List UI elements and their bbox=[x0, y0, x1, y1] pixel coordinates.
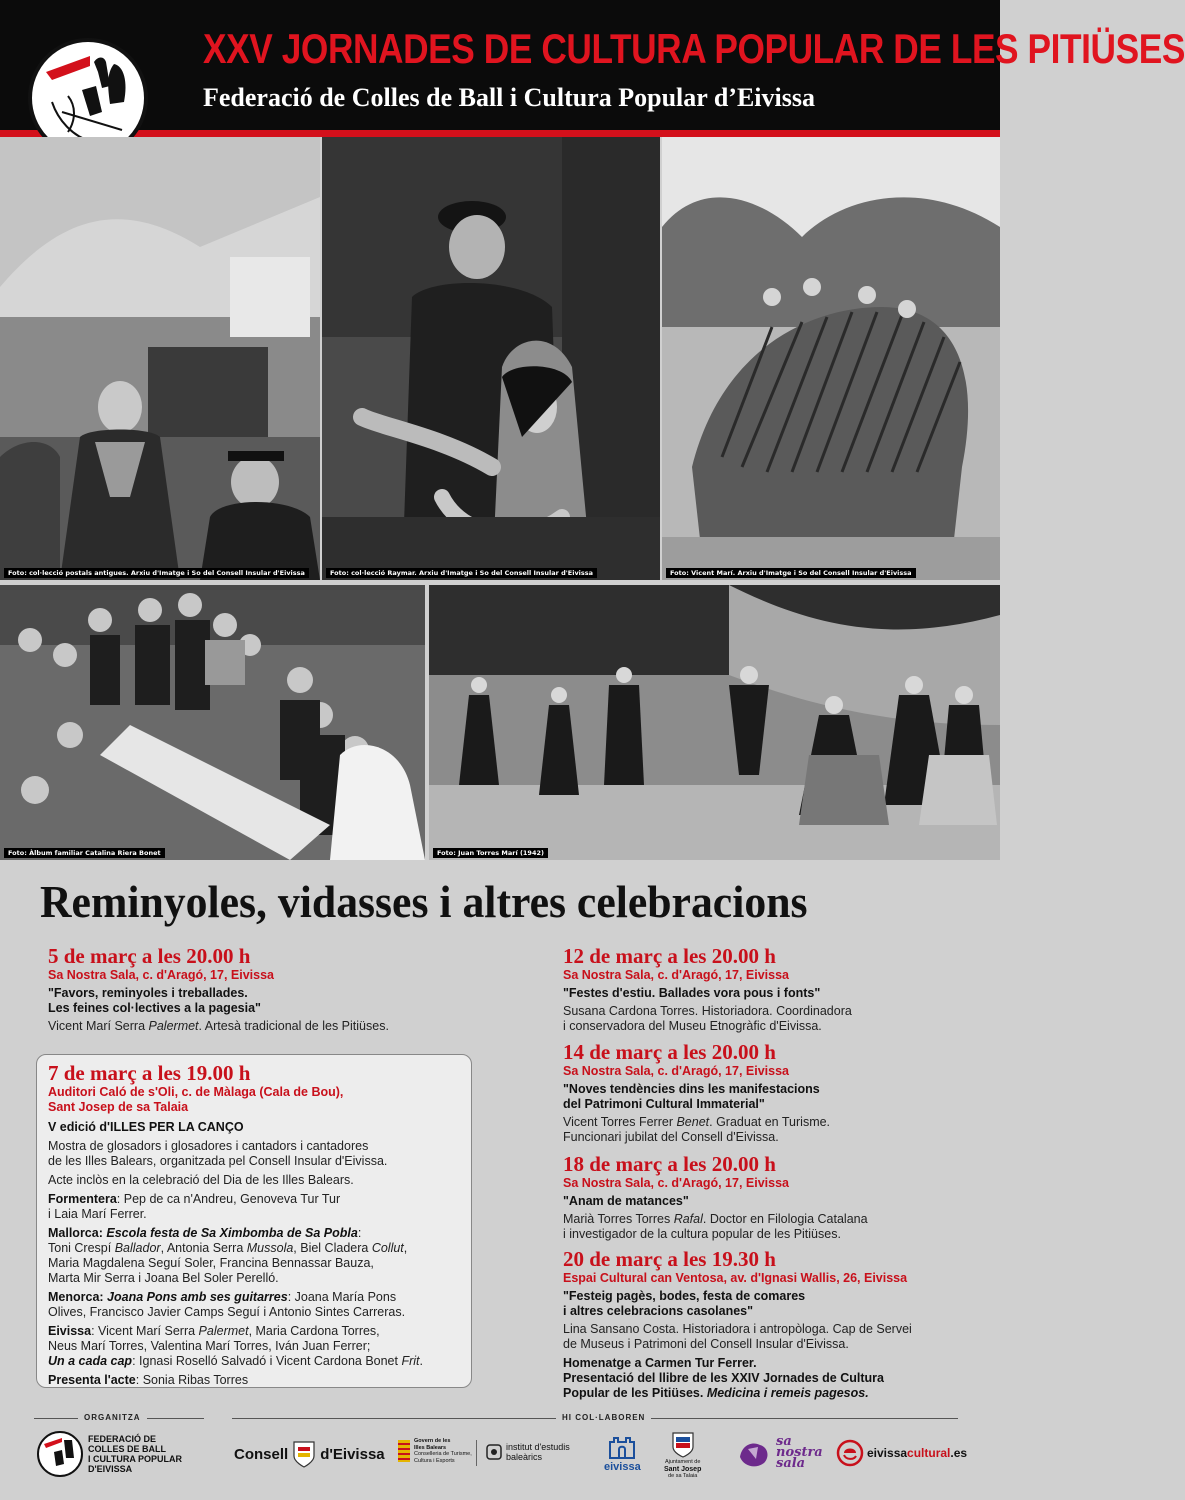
castle-icon bbox=[608, 1434, 636, 1460]
event-talk-title bbox=[48, 986, 478, 1016]
speaker-nickname: Palermet bbox=[148, 1019, 199, 1033]
speaker-nickname: Benet bbox=[676, 1115, 710, 1129]
speaker-name: Vicent Marí Serra bbox=[48, 1019, 149, 1033]
event-speaker-line: i investigador de la cultura popular de les Pitiüses. bbox=[563, 1227, 841, 1241]
event-talk-title: "Anam de matances" bbox=[563, 1194, 689, 1208]
event-venue: Sa Nostra Sala, c. d'Aragó, 17, Eivissa bbox=[563, 968, 789, 982]
page-title: XXV JORNADES DE CULTURA POPULAR DE LES PITIÜSES bbox=[203, 25, 1185, 72]
coat-of-arms-icon bbox=[292, 1440, 316, 1468]
speaker-nickname: Rafal bbox=[673, 1212, 703, 1226]
eivissa-participants: Eivissa: Vicent Marí Serra Palermet, Maria Cardona Torres, bbox=[48, 1324, 380, 1338]
group-name: Escola festa de Sa Ximbomba de Sa Pobla bbox=[106, 1226, 358, 1240]
event-march-20 bbox=[563, 1248, 988, 1401]
event-speaker-line: de Museus i Patrimoni del Consell Insular d'Eivissa. bbox=[563, 1337, 849, 1351]
formentera-participants bbox=[48, 1192, 461, 1207]
event-speaker: Vicent Torres Ferrer Benet. Graduat en Turisme. bbox=[563, 1115, 831, 1129]
federacio-emblem-icon bbox=[36, 1430, 84, 1478]
event-speaker: Susana Cardona Torres. Historiadora. Coordinadora bbox=[563, 1004, 852, 1018]
venue-line: Auditori Caló de s'Oli, c. de Màlaga (Cala de Bou), bbox=[48, 1085, 344, 1099]
footer-federacio-logo bbox=[36, 1430, 182, 1478]
section-heading: Reminyoles, vidasses i altres celebracions bbox=[40, 876, 808, 927]
eivissacultural-text: eivissacultural.es bbox=[867, 1446, 968, 1460]
event-march-5 bbox=[48, 945, 478, 1034]
event-edition: V edició d'ILLES PER LA CANÇO bbox=[48, 1120, 244, 1134]
footer-consell-logo bbox=[234, 1440, 385, 1468]
homage: Homenatge a Carmen Tur Ferrer. bbox=[563, 1356, 757, 1370]
island-label: Menorca bbox=[48, 1290, 100, 1304]
photo-wedding-feast bbox=[0, 585, 425, 860]
event-description-line: Mostra de glosadors i glosadores i cantadors i cantadores bbox=[48, 1139, 369, 1153]
island-label: Eivissa bbox=[48, 1324, 92, 1338]
photo-couple-village bbox=[0, 137, 320, 580]
footer-eivissacultural-logo bbox=[837, 1440, 967, 1466]
sant-josep-text: Ajuntament de Sant Josep de sa Talaia bbox=[664, 1459, 702, 1479]
event-venue bbox=[48, 1085, 461, 1115]
photo-credit: Foto: Juan Torres Marí (1942) bbox=[433, 848, 548, 858]
organitza-label: ORGANITZA bbox=[78, 1413, 147, 1422]
participants-line: Un a cada cap: Ignasi Roselló Salvadó i Vicent Cardona Bonet Frit. bbox=[48, 1354, 424, 1368]
govern-flag-icon bbox=[398, 1440, 410, 1462]
event-talk-title: "Festes d'estiu. Ballades vora pous i fonts" bbox=[563, 986, 821, 1000]
presenter-name: : Sonia Ribas Torres bbox=[135, 1373, 249, 1387]
header-red-stripe bbox=[0, 130, 1000, 137]
event-speaker bbox=[48, 1019, 478, 1034]
event-speaker: Marià Torres Torres Rafal. Doctor en Filologia Catalana bbox=[563, 1212, 868, 1226]
footer-govern-logo bbox=[398, 1438, 472, 1464]
participants-line: Olives, Francisco Javier Camps Seguí i Antonio Sintes Carreras. bbox=[48, 1305, 406, 1319]
participants-line: Toni Crespí Ballador, Antonia Serra Mussola, Biel Cladera Collut, bbox=[48, 1241, 408, 1255]
speaker-description: . Artesà tradicional de les Pitiüses. bbox=[198, 1019, 389, 1033]
photo-outdoor-dance bbox=[429, 585, 1000, 860]
photo-credit: Foto: col·lecció postals antigues. Arxiu d'Imatge i So del Consell Insular d'Eivissa bbox=[4, 568, 309, 578]
participants-line: Neus Marí Torres, Valentina Marí Torres, Iván Juan Ferrer; bbox=[48, 1339, 371, 1353]
participants-line: Marta Mir Serra i Joana Bel Soler Perelló. bbox=[48, 1271, 279, 1285]
footer-eivissa-logo bbox=[604, 1434, 641, 1473]
mallorca-participants: Mallorca: Escola festa de Sa Ximbomba de Sa Pobla: bbox=[48, 1226, 362, 1240]
institut-icon bbox=[486, 1444, 502, 1460]
event-description-line: de les Illes Balears, organitzada pel Consell Insular d'Eivissa. bbox=[48, 1154, 388, 1168]
book-title: Medicina i remeis pagesos. bbox=[706, 1386, 869, 1400]
institut-text: institut d'estudis baleàrics bbox=[506, 1442, 570, 1462]
presenter-label: Presenta l'acte bbox=[48, 1373, 136, 1387]
photo-credit: Foto: Vicent Marí. Arxiu d'Imatge i So del Consell Insular d'Eivissa bbox=[666, 568, 916, 578]
collaboren-label: HI COL·LABOREN bbox=[556, 1413, 651, 1422]
sant-josep-shield-icon bbox=[672, 1432, 694, 1458]
sa-nostra-sala-emblem-icon bbox=[738, 1437, 772, 1469]
photo-credit: Foto: col·lecció Raymar. Arxiu d'Imatge i So del Consell Insular d'Eivissa bbox=[326, 568, 597, 578]
book-presentation: Presentació del llibre de les XXIV Jornades de Cultura bbox=[563, 1371, 884, 1385]
group-name: Un a cada cap bbox=[48, 1354, 133, 1368]
participants-text: : Pep de ca n'Andreu, Genoveva Tur Tur bbox=[116, 1192, 341, 1206]
talk-line: Les feines col·lectives a la pagesia" bbox=[48, 1001, 261, 1015]
menorca-participants: Menorca: Joana Pons amb ses guitarres: Joana María Pons bbox=[48, 1290, 397, 1304]
presenter bbox=[48, 1373, 461, 1388]
island-label: Mallorca bbox=[48, 1226, 99, 1240]
event-date: 18 de març a les 20.00 h bbox=[563, 1152, 776, 1176]
event-date: 7 de març a les 19.00 h bbox=[48, 1061, 251, 1085]
consell-text: d'Eivissa bbox=[320, 1445, 385, 1463]
book-presentation-line: Popular de les Pitiüses. Medicina i remeis pagesos. bbox=[563, 1386, 869, 1400]
event-date: 14 de març a les 20.00 h bbox=[563, 1040, 776, 1064]
event-venue: Sa Nostra Sala, c. d'Aragó, 17, Eivissa bbox=[48, 968, 274, 982]
talk-line: "Favors, reminyoles i treballades. bbox=[48, 986, 248, 1000]
event-speaker: Lina Sansano Costa. Historiadora i antropòloga. Cap de Servei bbox=[563, 1322, 912, 1336]
event-venue: Espai Cultural can Ventosa, av. d'Ignasi Wallis, 26, Eivissa bbox=[563, 1271, 908, 1285]
photo-couple-sausage bbox=[322, 137, 660, 580]
govern-text: Govern de les Illes Balears Conselleria de Turisme, Cultura i Esports bbox=[414, 1438, 472, 1464]
event-march-12 bbox=[563, 945, 983, 1034]
participants-line: Maria Magdalena Seguí Soler, Francina Bennassar Bauza, bbox=[48, 1256, 374, 1270]
event-date: 20 de març a les 19.30 h bbox=[563, 1247, 776, 1271]
event-march-14 bbox=[563, 1041, 983, 1145]
event-venue: Sa Nostra Sala, c. d'Aragó, 17, Eivissa bbox=[563, 1064, 789, 1078]
event-speaker-line: Funcionari jubilat del Consell d'Eivissa. bbox=[563, 1130, 779, 1144]
footer-sa-nostra-sala-logo bbox=[738, 1436, 823, 1469]
event-march-7-box bbox=[36, 1054, 472, 1388]
footer-institut-logo bbox=[486, 1442, 570, 1462]
event-march-18 bbox=[563, 1153, 983, 1242]
event-talk-title: "Festeig pagès, bodes, festa de comares i altres celebracions casolanes" bbox=[563, 1289, 806, 1318]
federacio-text: FEDERACIÓ DE COLLES DE BALL I CULTURA POPULAR D'EIVISSA bbox=[88, 1434, 182, 1474]
page-subtitle: Federació de Colles de Ball i Cultura Popular d’Eivissa bbox=[203, 83, 815, 112]
footer-separator bbox=[476, 1440, 477, 1466]
eivissa-text: eivissa bbox=[604, 1461, 641, 1473]
event-speaker-line: i conservadora del Museu Etnogràfic d'Eivissa. bbox=[563, 1019, 822, 1033]
photo-credit: Foto: Àlbum familiar Catalina Riera Bonet bbox=[4, 848, 165, 858]
event-venue: Sa Nostra Sala, c. d'Aragó, 17, Eivissa bbox=[563, 1176, 789, 1190]
island-label: Formentera bbox=[48, 1192, 117, 1206]
consell-text: Consell bbox=[234, 1445, 289, 1463]
event-date: 5 de març a les 20.00 h bbox=[48, 944, 251, 968]
event-talk-title: "Noves tendències dins les manifestacions del Patrimoni Cultural Immaterial" bbox=[563, 1082, 820, 1111]
event-description-line: Acte inclòs en la celebració del Dia de les Illes Balears. bbox=[48, 1173, 354, 1187]
participants-line: i Laia Marí Ferrer. bbox=[48, 1207, 147, 1221]
event-date: 12 de març a les 20.00 h bbox=[563, 944, 776, 968]
footer-sant-josep-logo bbox=[664, 1432, 701, 1480]
venue-line: Sant Josep de sa Talaia bbox=[48, 1100, 189, 1114]
sa-nostra-sala-text: sa nostra sala bbox=[776, 1434, 823, 1471]
group-name: Joana Pons amb ses guitarres bbox=[107, 1290, 288, 1304]
photo-wood-pile bbox=[662, 137, 1000, 580]
eivissacultural-icon bbox=[837, 1440, 863, 1466]
